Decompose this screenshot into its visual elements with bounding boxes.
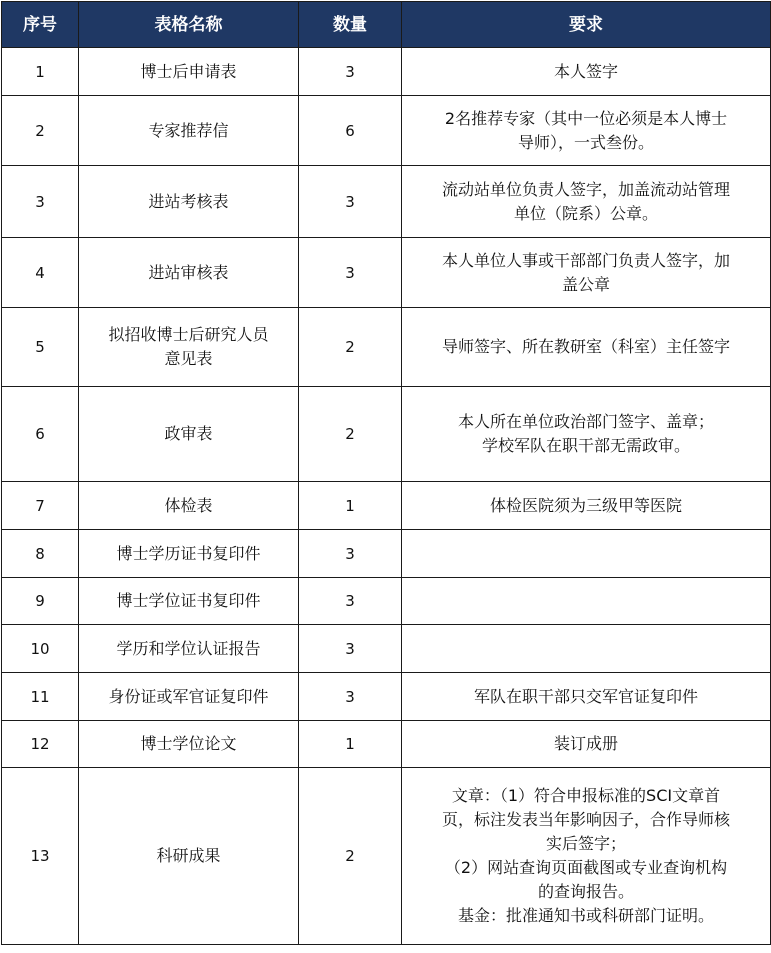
row-index: 9	[2, 578, 79, 625]
row-index: 7	[2, 482, 79, 530]
form-name-cell	[79, 721, 299, 768]
form-name-cell	[79, 530, 299, 578]
form-name-cell	[79, 96, 299, 166]
form-name-cell	[79, 308, 299, 387]
requirement-line: 实后签字；	[545, 834, 626, 853]
form-name-cell	[79, 768, 299, 945]
requirement-line: 本人签字	[553, 61, 618, 81]
form-name-cell	[79, 387, 299, 482]
row-index: 4	[2, 238, 79, 308]
table-row	[2, 48, 771, 96]
quantity-cell: 2	[299, 308, 402, 387]
form-name-cell	[79, 48, 299, 96]
form-name-line: 身份证或军官证复印件	[108, 686, 269, 706]
form-name-line: 博士后申请表	[140, 61, 237, 81]
form-name-line: 学历和学位认证报告	[116, 638, 261, 658]
quantity-cell: 3	[299, 166, 402, 238]
requirement-line: 本人单位人事或干部部门负责人签字，加	[441, 250, 730, 270]
requirement-line: 流动站单位负责人签字，加盖流动站管理	[441, 179, 730, 199]
table-row	[2, 625, 771, 673]
form-name-line: 专家推荐信	[148, 120, 229, 140]
quantity-cell: 3	[299, 238, 402, 308]
row-index: 12	[2, 721, 79, 768]
table-row	[2, 96, 771, 166]
requirement-line: 本人所在单位政治部门签字、盖章；	[457, 412, 714, 431]
form-name-line: 进站审核表	[148, 262, 229, 282]
header-index: 序号	[2, 2, 79, 48]
form-name-line: 拟招收博士后研究人员	[108, 325, 269, 344]
row-index: 13	[2, 768, 79, 945]
requirement-cell	[402, 238, 771, 308]
requirement-line: 2名推荐专家（其中一位必须是本人博士	[444, 108, 728, 128]
quantity-cell: 2	[299, 768, 402, 945]
row-index: 3	[2, 166, 79, 238]
row-index: 6	[2, 387, 79, 482]
header-quantity: 数量	[299, 2, 402, 48]
requirement-cell	[402, 530, 771, 578]
form-name-line: 政审表	[164, 424, 213, 443]
requirement-line: 导师），一式叁份。	[517, 132, 654, 152]
requirement-cell	[402, 166, 771, 238]
form-name-cell	[79, 482, 299, 530]
header-row	[2, 2, 771, 48]
table-row	[2, 238, 771, 308]
requirement-line: 基金：批准通知书或科研部门证明。	[457, 906, 714, 925]
table-body	[2, 48, 771, 945]
form-name-cell	[79, 625, 299, 673]
table-row	[2, 308, 771, 387]
requirement-cell	[402, 673, 771, 721]
quantity-cell: 3	[299, 578, 402, 625]
requirement-cell	[402, 721, 771, 768]
requirement-line: 体检医院须为三级甲等医院	[489, 495, 682, 515]
form-name-line: 博士学历证书复印件	[116, 543, 261, 563]
table-row	[2, 530, 771, 578]
requirement-cell	[402, 578, 771, 625]
quantity-cell: 1	[299, 721, 402, 768]
requirement-line: 学校军队在职干部无需政审。	[481, 436, 690, 455]
requirement-cell	[402, 308, 771, 387]
requirement-line: 页，标注发表当年影响因子，合作导师核	[441, 810, 730, 829]
table-row	[2, 673, 771, 721]
row-index: 11	[2, 673, 79, 721]
quantity-cell: 3	[299, 625, 402, 673]
requirement-line: 导师签字、所在教研室（科室）主任签字	[441, 337, 730, 356]
table-row	[2, 768, 771, 945]
row-index: 8	[2, 530, 79, 578]
quantity-cell: 3	[299, 48, 402, 96]
requirement-line: 文章：（1）符合申报标准的SCI文章首	[451, 786, 721, 805]
table-row	[2, 387, 771, 482]
form-name-line: 博士学位论文	[140, 734, 237, 753]
table-row	[2, 482, 771, 530]
form-name-line: 意见表	[164, 349, 213, 368]
requirement-line: （2）网站查询页面截图或专业查询机构	[444, 858, 728, 877]
requirement-cell	[402, 625, 771, 673]
form-name-cell	[79, 166, 299, 238]
row-index: 5	[2, 308, 79, 387]
materials-table	[1, 1, 771, 945]
requirement-cell	[402, 48, 771, 96]
header-requirement: 要求	[402, 2, 771, 48]
requirement-cell	[402, 387, 771, 482]
table-row	[2, 166, 771, 238]
form-name-cell	[79, 238, 299, 308]
requirement-line: 军队在职干部只交军官证复印件	[473, 686, 698, 706]
quantity-cell: 3	[299, 673, 402, 721]
requirement-line: 盖公章	[561, 274, 610, 294]
row-index: 2	[2, 96, 79, 166]
form-name-line: 博士学位证书复印件	[116, 591, 261, 610]
form-name-line: 科研成果	[156, 846, 221, 865]
requirement-line: 的查询报告。	[537, 882, 634, 901]
requirement-line: 单位（院系）公章。	[513, 203, 658, 223]
header-form-name: 表格名称	[79, 2, 299, 48]
requirement-cell	[402, 482, 771, 530]
table-row	[2, 721, 771, 768]
form-name-line: 体检表	[164, 495, 213, 515]
quantity-cell: 3	[299, 530, 402, 578]
row-index: 1	[2, 48, 79, 96]
form-name-cell	[79, 578, 299, 625]
form-name-cell	[79, 673, 299, 721]
quantity-cell: 2	[299, 387, 402, 482]
quantity-cell: 6	[299, 96, 402, 166]
requirement-line: 装订成册	[553, 734, 618, 753]
quantity-cell: 1	[299, 482, 402, 530]
table-row	[2, 578, 771, 625]
form-name-line: 进站考核表	[148, 191, 229, 211]
row-index: 10	[2, 625, 79, 673]
requirement-cell	[402, 96, 771, 166]
requirement-cell	[402, 768, 771, 945]
